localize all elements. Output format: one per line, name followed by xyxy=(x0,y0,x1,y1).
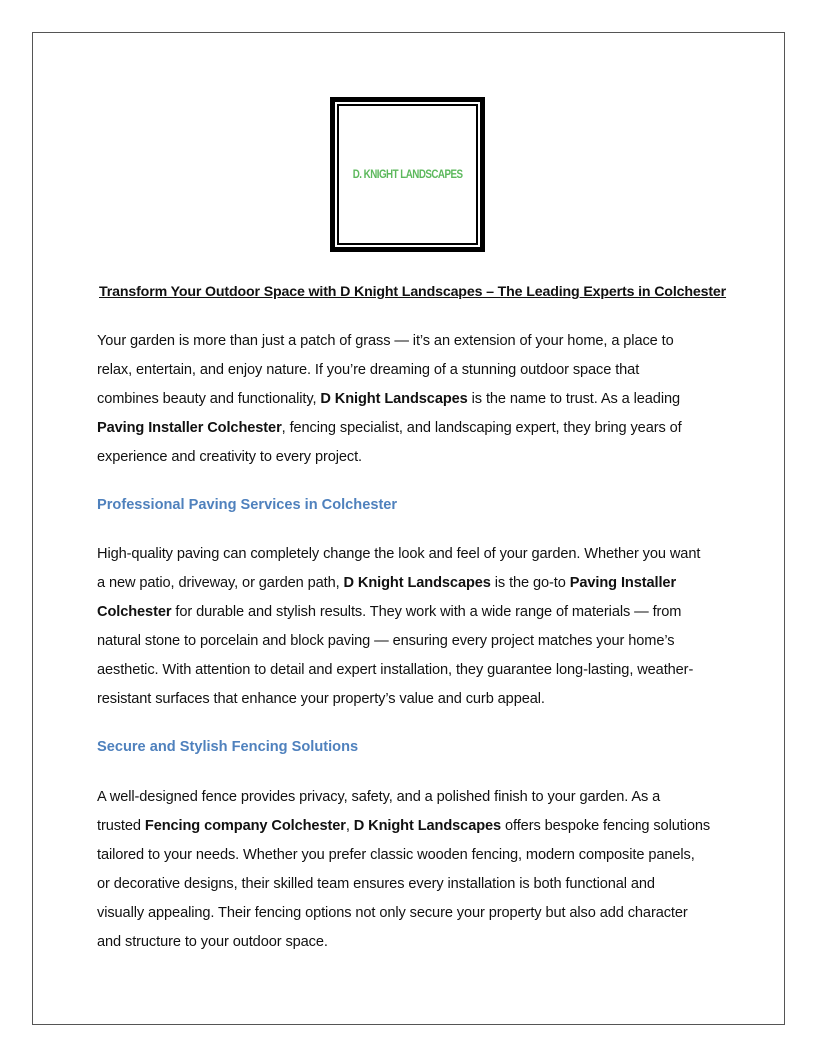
bold-text: D Knight Landscapes xyxy=(343,575,491,591)
text-segment: relax, entertain, and enjoy nature. If you’re dreaming of a stunning outdoor space that xyxy=(97,362,640,378)
text-line xyxy=(97,390,682,419)
text-segment: is the go-to xyxy=(490,575,570,591)
text-segment: a new patio, driveway, or garden path, xyxy=(97,575,344,591)
text-segment: , fencing specialist, and landscaping expert, they bring years of xyxy=(281,420,682,436)
text-line xyxy=(97,574,700,603)
text-segment: aesthetic. With attention to detail and expert installation, they guarantee long-lasting, weather- xyxy=(97,662,694,678)
text-line xyxy=(97,603,700,632)
text-segment: trusted xyxy=(97,818,145,834)
text-line xyxy=(97,632,700,661)
heading-paving: Professional Paving Services in Colchester xyxy=(97,497,398,513)
bold-text: D Knight Landscapes xyxy=(353,818,502,834)
text-segment: experience and creativity to every project. xyxy=(97,449,363,465)
text-segment: resistant surfaces that enhance your property’s value and curb appeal. xyxy=(97,691,545,707)
text-segment: and structure to your outdoor space. xyxy=(97,934,328,950)
text-line xyxy=(97,419,682,448)
text-segment: Your garden is more than just a patch of grass — it’s an extension of your home, a place to xyxy=(97,333,674,349)
heading-fencing: Secure and Stylish Fencing Solutions xyxy=(97,739,359,755)
text-segment: , xyxy=(345,818,354,834)
text-line xyxy=(97,332,682,361)
text-line xyxy=(97,846,710,875)
text-segment: or decorative designs, their skilled team ensures every installation is both functional and xyxy=(97,876,655,892)
text-line xyxy=(97,448,682,477)
text-line xyxy=(97,933,710,962)
bold-text: Paving Installer Colchester xyxy=(97,420,282,436)
bold-text: Fencing company Colchester xyxy=(144,818,346,834)
text-line xyxy=(97,788,710,817)
bold-text: D Knight Landscapes xyxy=(320,391,468,407)
text-segment: combines beauty and functionality, xyxy=(97,391,321,407)
text-segment: A well-designed fence provides privacy, safety, and a polished finish to your garden. As a xyxy=(97,789,661,805)
paving-paragraph xyxy=(97,545,700,719)
text-segment: visually appealing. Their fencing options not only secure your property but also add character xyxy=(97,905,688,921)
text-line xyxy=(97,904,710,933)
text-segment: is the name to trust. As a leading xyxy=(467,391,680,407)
text-line xyxy=(97,875,710,904)
bold-text: Colchester xyxy=(97,604,172,620)
text-line xyxy=(97,690,700,719)
text-line xyxy=(97,661,700,690)
company-logo xyxy=(330,97,485,252)
fencing-paragraph xyxy=(97,788,710,962)
intro-paragraph xyxy=(97,332,682,477)
bold-text: Paving Installer xyxy=(569,575,677,591)
text-segment: for durable and stylish results. They work with a wide range of materials — from xyxy=(171,604,682,620)
text-line xyxy=(97,361,682,390)
text-segment: natural stone to porcelain and block paving — ensuring every project matches your home’s xyxy=(97,633,675,649)
text-line xyxy=(97,545,700,574)
logo-text: D. KNIGHT LANDSCAPES xyxy=(352,168,463,181)
text-line xyxy=(97,817,710,846)
text-segment: offers bespoke fencing solutions xyxy=(501,818,711,834)
text-segment: High-quality paving can completely change the look and feel of your garden. Whether you want xyxy=(97,546,701,562)
document-title: Transform Your Outdoor Space with D Knight Landscapes – The Leading Experts in Colchester xyxy=(99,284,727,300)
text-segment: tailored to your needs. Whether you prefer classic wooden fencing, modern composite panels, xyxy=(97,847,695,863)
